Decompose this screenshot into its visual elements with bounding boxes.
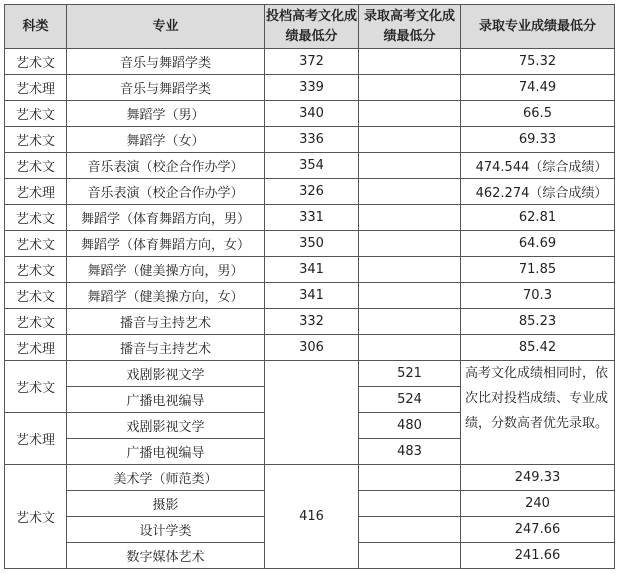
cell-major: 数字媒体艺术 [67, 543, 265, 569]
cell-major: 播音与主持艺术 [67, 335, 265, 361]
cell-lu-empty [359, 491, 461, 517]
cell-major: 音乐与舞蹈学类 [67, 49, 265, 75]
table-row [5, 101, 615, 127]
table-row [5, 153, 615, 179]
cell-zy: 249.33 [461, 465, 615, 491]
cell-tou: 341 [265, 257, 359, 283]
table-row [5, 361, 615, 387]
cell-tou: 336 [265, 127, 359, 153]
cell-zy: 69.33 [461, 127, 615, 153]
cell-subject: 艺术理 [5, 413, 67, 465]
header-major-score: 录取专业成绩最低分 [461, 5, 615, 49]
cell-lu: 480 [359, 413, 461, 439]
cell-zy: 74.49 [461, 75, 615, 101]
table-row [5, 75, 615, 101]
cell-tou: 416 [265, 465, 359, 569]
cell-major: 广播电视编导 [67, 387, 265, 413]
header-lu-score: 录取高考文化成绩最低分 [359, 5, 461, 49]
cell-subject: 艺术文 [5, 127, 67, 153]
cell-zy: 462.274（综合成绩） [461, 179, 615, 205]
header-subject: 科类 [5, 5, 67, 49]
cell-zy: 70.3 [461, 283, 615, 309]
table-row [5, 309, 615, 335]
cell-subject: 艺术文 [5, 205, 67, 231]
cell-tou: 341 [265, 283, 359, 309]
cell-major: 广播电视编导 [67, 439, 265, 465]
cell-tou: 339 [265, 75, 359, 101]
cell-lu-empty [359, 543, 461, 569]
cell-subject: 艺术文 [5, 101, 67, 127]
table-header-row [5, 5, 615, 49]
cell-tou: 354 [265, 153, 359, 179]
table-row [5, 231, 615, 257]
cell-tou: 340 [265, 101, 359, 127]
cell-major: 戏剧影视文学 [67, 413, 265, 439]
cell-major: 舞蹈学（男） [67, 101, 265, 127]
cell-zy: 85.23 [461, 309, 615, 335]
cell-major: 播音与主持艺术 [67, 309, 265, 335]
cell-major: 音乐表演（校企合作办学） [67, 179, 265, 205]
header-tou-score: 投档高考文化成绩最低分 [265, 5, 359, 49]
cell-lu [359, 75, 461, 101]
cell-lu: 524 [359, 387, 461, 413]
cell-major: 音乐表演（校企合作办学） [67, 153, 265, 179]
cell-zy: 474.544（综合成绩） [461, 153, 615, 179]
cell-lu [359, 335, 461, 361]
table-row [5, 179, 615, 205]
cell-lu [359, 179, 461, 205]
cell-zy: 241.66 [461, 543, 615, 569]
cell-major: 舞蹈学（体育舞蹈方向，男） [67, 205, 265, 231]
cell-subject: 艺术文 [5, 361, 67, 413]
cell-lu: 483 [359, 439, 461, 465]
cell-subject: 艺术文 [5, 283, 67, 309]
cell-lu-empty [359, 517, 461, 543]
table-row [5, 257, 615, 283]
cell-lu: 521 [359, 361, 461, 387]
cell-major: 舞蹈学（体育舞蹈方向，女） [67, 231, 265, 257]
cell-major: 舞蹈学（女） [67, 127, 265, 153]
cell-subject: 艺术文 [5, 465, 67, 569]
cell-lu [359, 205, 461, 231]
table-row [5, 335, 615, 361]
cell-zy: 247.66 [461, 517, 615, 543]
cell-lu-empty [359, 465, 461, 491]
cell-subject: 艺术文 [5, 231, 67, 257]
cell-subject: 艺术理 [5, 179, 67, 205]
cell-zy: 62.81 [461, 205, 615, 231]
admission-score-table [4, 4, 615, 569]
table-row [5, 465, 615, 491]
cell-zy: 240 [461, 491, 615, 517]
cell-lu [359, 153, 461, 179]
cell-tou: 326 [265, 179, 359, 205]
tie-break-note: 高考文化成绩相同时，依次比对投档成绩、专业成绩，分数高者优先录取。 [461, 361, 615, 465]
cell-lu [359, 231, 461, 257]
cell-tou: 350 [265, 231, 359, 257]
cell-lu [359, 309, 461, 335]
header-major: 专业 [67, 5, 265, 49]
table-row [5, 205, 615, 231]
cell-major: 舞蹈学（健美操方向，男） [67, 257, 265, 283]
cell-zy: 75.32 [461, 49, 615, 75]
cell-major: 设计学类 [67, 517, 265, 543]
table-row [5, 49, 615, 75]
cell-lu [359, 49, 461, 75]
cell-zy: 85.42 [461, 335, 615, 361]
cell-tou-empty [265, 361, 359, 465]
cell-tou: 332 [265, 309, 359, 335]
cell-major: 摄影 [67, 491, 265, 517]
table-row [5, 127, 615, 153]
cell-subject: 艺术理 [5, 75, 67, 101]
cell-major: 戏剧影视文学 [67, 361, 265, 387]
cell-tou: 331 [265, 205, 359, 231]
cell-zy: 71.85 [461, 257, 615, 283]
cell-lu [359, 283, 461, 309]
cell-subject: 艺术文 [5, 257, 67, 283]
cell-subject: 艺术文 [5, 153, 67, 179]
cell-subject: 艺术文 [5, 309, 67, 335]
cell-major: 音乐与舞蹈学类 [67, 75, 265, 101]
cell-lu [359, 101, 461, 127]
cell-zy: 64.69 [461, 231, 615, 257]
cell-tou: 306 [265, 335, 359, 361]
table-row [5, 283, 615, 309]
cell-lu [359, 127, 461, 153]
cell-tou: 372 [265, 49, 359, 75]
cell-subject: 艺术文 [5, 49, 67, 75]
cell-major: 舞蹈学（健美操方向，女） [67, 283, 265, 309]
cell-subject: 艺术理 [5, 335, 67, 361]
cell-zy: 66.5 [461, 101, 615, 127]
cell-major: 美术学（师范类） [67, 465, 265, 491]
cell-lu [359, 257, 461, 283]
